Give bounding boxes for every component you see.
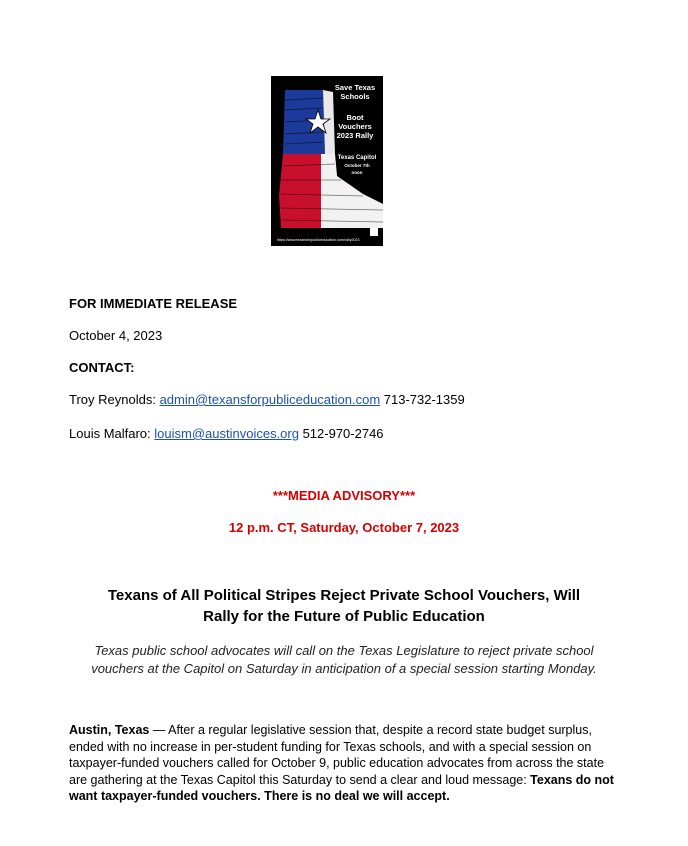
svg-text:Boot	[346, 113, 364, 122]
advisory-datetime: 12 p.m. CT, Saturday, October 7, 2023	[228, 520, 460, 535]
qr-code-icon	[370, 228, 378, 236]
poster-event-3: 2023 Rally	[336, 131, 374, 140]
poster-time: noon	[351, 170, 363, 175]
contact-name: Louis Malfaro:	[69, 426, 155, 441]
svg-text:Save Texas	[335, 83, 375, 92]
body-bold-statement: Texans do not want taxpayer-funded vouchers. There is no deal we will accept.	[69, 772, 614, 803]
rally-poster	[271, 76, 383, 246]
headline-line-1: Texans of All Political Stripes Reject Private School Vouchers, Will	[107, 587, 581, 604]
contact-label: CONTACT:	[69, 360, 135, 375]
body-text: — After a regular legislative session that, despite a record state budget surplus, ended with no increase in per-student funding for Texas schools, and with a special session on taxpayer-funded vouchers called for October 9, public education advocates from across the state are gathering at the Texas Capitol this Saturday to send a clear and loud message:	[69, 723, 605, 787]
boot-flag-graphic	[271, 76, 383, 246]
contact-phone: 512-970-2746	[298, 426, 384, 441]
poster-title-1: Save Texas	[334, 83, 376, 92]
subheadline-line-2: vouchers at the Capitol on Saturday in anticipation of a special session starting Monday.	[91, 661, 597, 676]
contact-email-link[interactable]: admin@texansforpubliceducation.com	[159, 392, 381, 407]
svg-text:noon	[352, 170, 363, 175]
contact-email-link[interactable]: louism@austinvoices.org	[154, 426, 299, 441]
body-paragraph	[69, 722, 621, 805]
headline-line-2: Rally for the Future of Public Education	[203, 608, 485, 625]
subheadline-line-1: Texas public school advocates will call on the Texas Legislature to reject private school	[94, 643, 594, 658]
contact-troy	[69, 392, 465, 407]
contact-name: Troy Reynolds:	[69, 392, 160, 407]
svg-text:Schools	[340, 92, 369, 101]
poster-place: Texas Capitol	[337, 155, 377, 161]
svg-text:https://www.texansforpublicedu	[277, 238, 360, 242]
media-advisory-title: ***MEDIA ADVISORY***	[272, 488, 416, 503]
poster-title-2: Schools	[340, 92, 370, 101]
poster-event-1: Boot	[346, 113, 364, 122]
svg-text:2023 Rally	[337, 131, 375, 140]
release-label: FOR IMMEDIATE RELEASE	[69, 296, 238, 311]
release-date: October 4, 2023	[69, 328, 163, 343]
contact-phone: 713-732-1359	[380, 392, 465, 407]
poster-date: October 7th	[344, 163, 370, 168]
poster-url: https://www.texansforpubliceducation.com/rally2023	[277, 238, 360, 242]
dateline: Austin, Texas	[69, 723, 150, 737]
headline	[0, 585, 688, 627]
poster-event-2: Vouchers	[338, 122, 372, 131]
svg-text:Vouchers	[338, 122, 372, 131]
svg-text:October 7th	[344, 163, 370, 168]
svg-text:Texas Capitol	[338, 155, 377, 161]
subheadline	[0, 642, 688, 678]
contact-louis	[69, 426, 384, 441]
